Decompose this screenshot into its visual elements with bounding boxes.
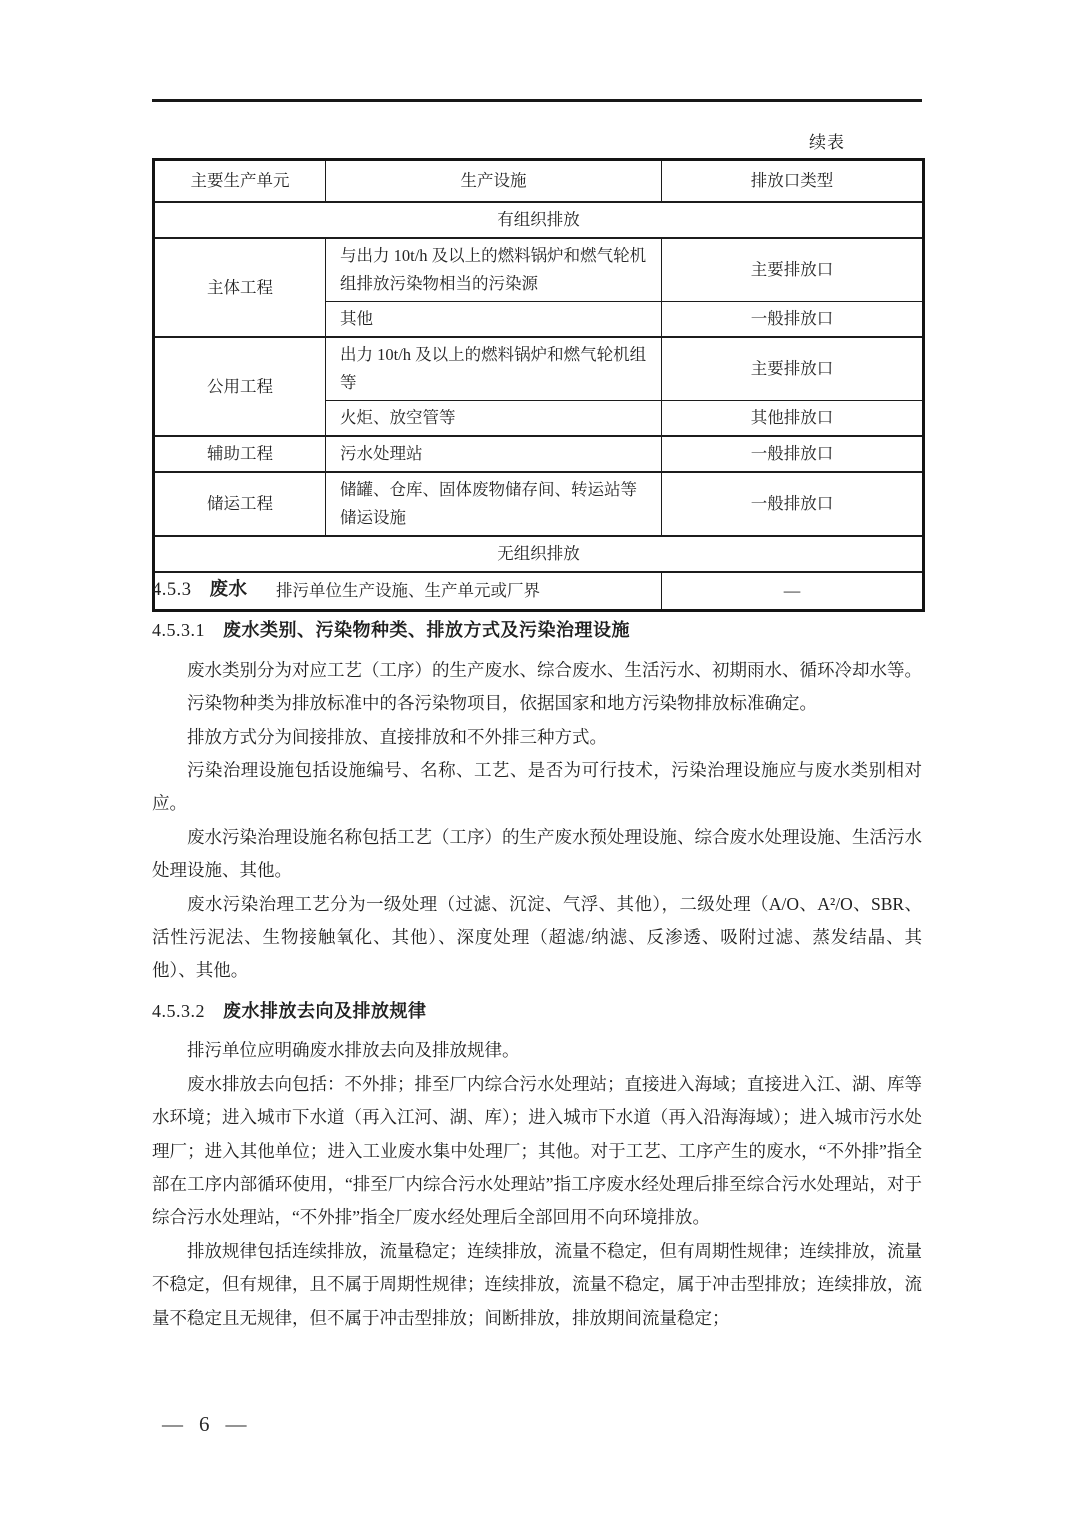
section-number: 4.5.3.2 [152, 1000, 205, 1021]
outlet-cell: 一般排放口 [662, 436, 924, 472]
paragraph-wastewater-categories: 废水类别分为对应工艺（工序）的生产废水、综合废水、生活污水、初期雨水、循环冷却水等。 [187, 659, 922, 680]
section-heading-4-5-3 [152, 572, 922, 607]
facility-cell: 储罐、仓库、固体废物储存间、转运站等储运设施 [326, 472, 662, 536]
outlet-cell: — [662, 572, 924, 611]
section-label-unorganized: 无组织排放 [154, 536, 924, 572]
section-row-organized [154, 202, 924, 238]
section-label-organized: 有组织排放 [154, 202, 924, 238]
facility-cell: 火炬、放空管等 [326, 401, 662, 437]
table-row [154, 472, 924, 536]
production-units-table [152, 158, 925, 612]
page-number: 6 [199, 1412, 210, 1436]
section-heading-4-5-3-1 [152, 614, 922, 647]
header-cell-facility: 生产设施 [326, 160, 662, 203]
unit-cell: 辅助工程 [154, 436, 326, 472]
paragraph-discharge-patterns: 排放规律包括连续排放，流量稳定；连续排放，流量不稳定，但有周期性规律；连续排放，流量不稳定，但有规律，且不属于周期性规律；连续排放，流量不稳定，属于冲击型排放；连续排放，流量不稳定且无规律，但不属于冲击型排放；间断排放，排放期间流量稳定； [152, 1240, 922, 1328]
body-text [152, 566, 922, 1335]
continued-table-label: 续表 [809, 133, 845, 152]
table-row [154, 238, 924, 302]
section-number: 4.5.3 [152, 580, 192, 600]
unit-cell: 主体工程 [154, 238, 326, 337]
section-heading-4-5-3-2 [152, 995, 922, 1028]
unit-cell: 公用工程 [154, 337, 326, 436]
facility-cell: 出力 10t/h 及以上的燃料锅炉和燃气轮机组等 [326, 337, 662, 401]
paragraph-facility-names: 废水污染治理设施名称包括工艺（工序）的生产废水预处理设施、综合废水处理设施、生活污水处理设施、其他。 [152, 826, 922, 881]
outlet-cell: 其他排放口 [662, 401, 924, 437]
outlet-cell: 一般排放口 [662, 472, 924, 536]
paragraph-discharge-destination-intro: 排污单位应明确废水排放去向及排放规律。 [187, 1040, 520, 1061]
facility-cell: 与出力 10t/h 及以上的燃料锅炉和燃气轮机组排放污染物相当的污染源 [326, 238, 662, 302]
header-cell-outlet-type: 排放口类型 [662, 160, 924, 203]
footer-right-dash: — [225, 1412, 247, 1436]
table-row [154, 337, 924, 401]
footer-left-dash: — [162, 1412, 183, 1436]
unit-cell: 储运工程 [154, 472, 326, 536]
paragraph-discharge-modes: 排放方式分为间接排放、直接排放和不外排三种方式。 [187, 726, 607, 747]
page-footer [162, 1412, 247, 1437]
scope-cell: 排污单位生产设施、生产单元或厂界 [154, 572, 662, 611]
section-title: 废水类别、污染物种类、排放方式及污染治理设施 [223, 620, 630, 641]
table-header-row [154, 160, 924, 203]
outlet-cell: 一般排放口 [662, 302, 924, 338]
table-row [154, 436, 924, 472]
section-number: 4.5.3.1 [152, 620, 205, 641]
facility-cell: 其他 [326, 302, 662, 338]
facility-cell: 污水处理站 [326, 436, 662, 472]
section-title: 废水排放去向及排放规律 [223, 1000, 427, 1021]
header-rule [152, 99, 922, 102]
paragraph-treatment-facilities: 污染治理设施包括设施编号、名称、工艺、是否为可行技术，污染治理设施应与废水类别相对应。 [152, 760, 922, 814]
paragraph-discharge-destinations: 废水排放去向包括：不外排；排至厂内综合污水处理站；直接进入海域；直接进入江、湖、库等水环境；进入城市下水道（再入江河、湖、库）；进入城市下水道（再入沿海海域）；进入城市污水处理厂；进入其他单位；进入工业废水集中处理厂；其他。对于工艺、工序产生的废水，“不外排”指全部在工序内部循环使用，“排至厂内综合污水处理站”指工序废水经处理后排至综合污水处理站，对于综合污水处理站，“不外排”指全厂废水经处理后全部回用不向环境排放。 [152, 1073, 922, 1228]
outlet-cell: 主要排放口 [662, 337, 924, 401]
header-cell-unit: 主要生产单元 [154, 160, 326, 203]
outlet-cell: 主要排放口 [662, 238, 924, 302]
paragraph-pollutant-types: 污染物种类为排放标准中的各污染物项目，依据国家和地方污染物排放标准确定。 [187, 693, 817, 714]
section-title: 废水 [209, 578, 248, 599]
paragraph-treatment-processes: 废水污染治理工艺分为一级处理（过滤、沉淀、气浮、其他），二级处理（A/O、A²/O、SBR、活性污泥法、生物接触氧化、其他）、深度处理（超滤/纳滤、反渗透、吸附过滤、蒸发结晶、其他）、其他。 [152, 893, 922, 981]
